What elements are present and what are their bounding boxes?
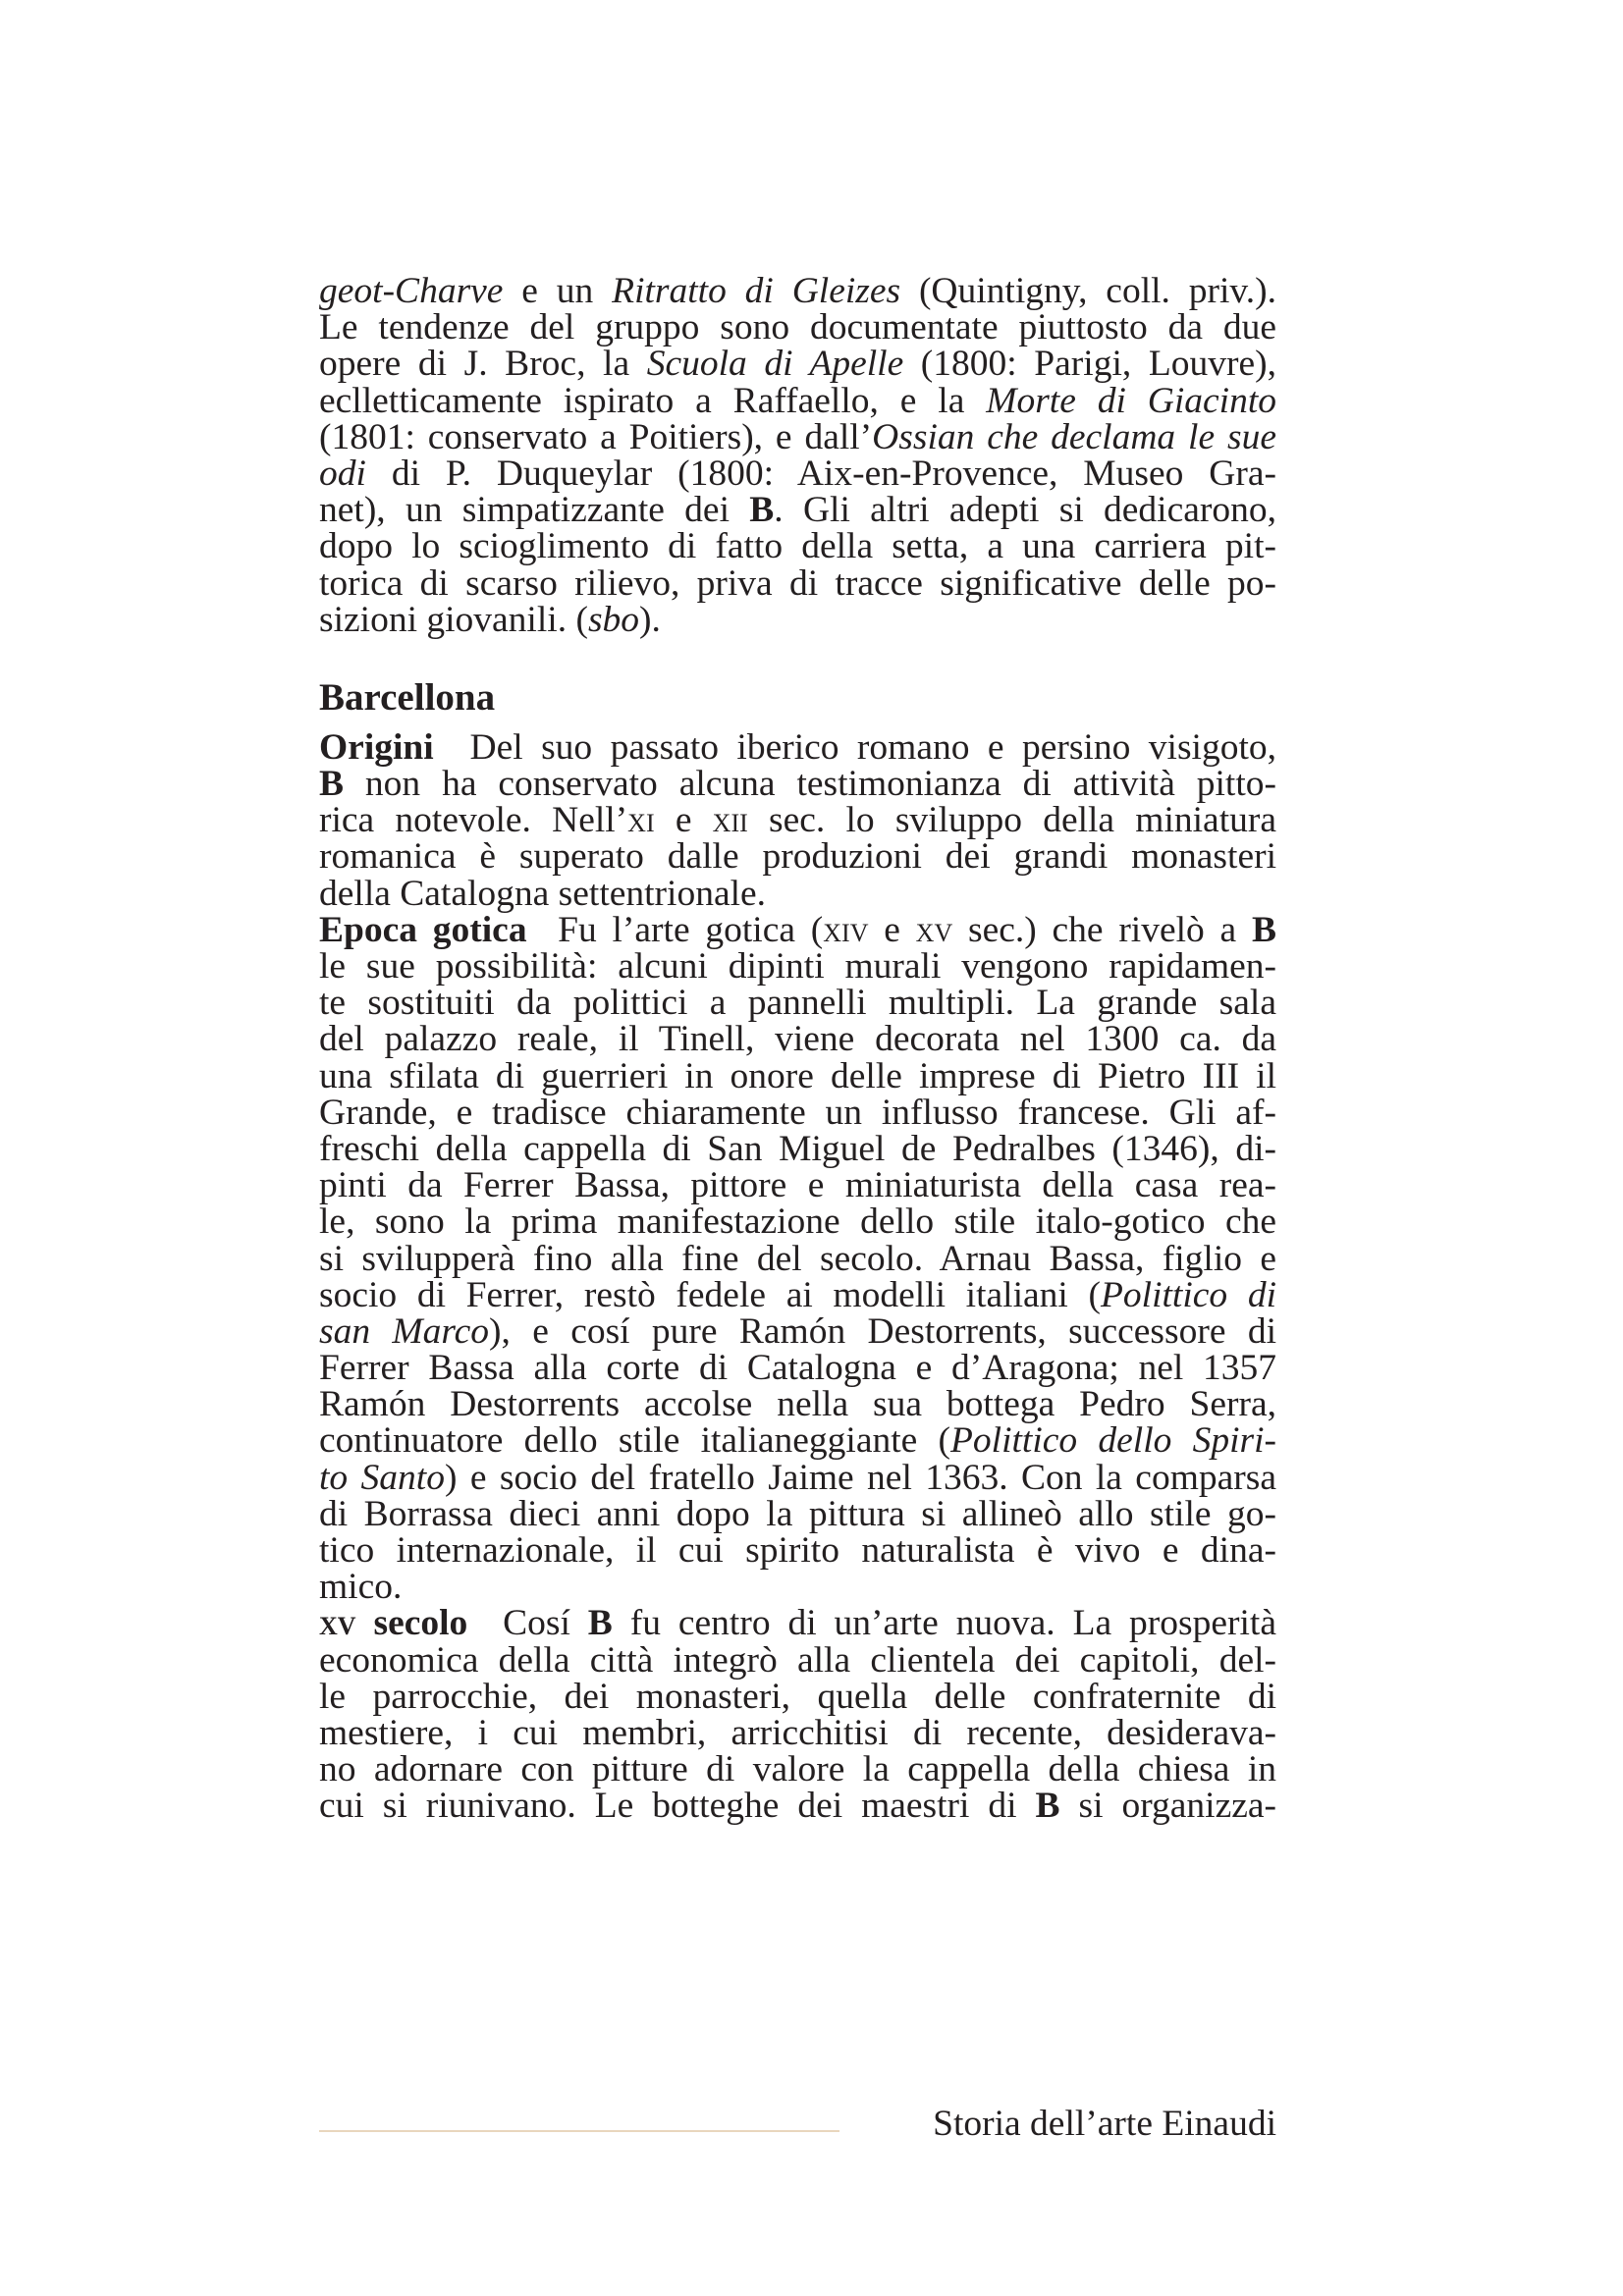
subsection-label: Epoca gotica — [319, 909, 527, 950]
text-line: mestiere, i cui membri, arricchitisi di recente, desiderava- — [319, 1712, 1276, 1753]
text-line: freschi della cappella di San Miguel de Pedralbes (1346), di- — [319, 1128, 1276, 1169]
text-line: della Catalogna settentrionale. — [319, 873, 767, 914]
text-line: continuatore dello stile italianeggiante (Polittico dello Spiri- — [319, 1420, 1277, 1462]
text-line: si svilupperà fino alla fine del secolo. Arnau Bassa, figlio e — [319, 1238, 1276, 1279]
text-line: torica di scarso rilievo, priva di tracce significative delle po- — [319, 562, 1276, 604]
text-line: to Santo) e socio del fratello Jaime nel 1363. Con la comparsa — [319, 1457, 1276, 1498]
text-line: Le tendenze del gruppo sono documentate piuttosto da due — [319, 307, 1276, 348]
xv-secolo-paragraph — [319, 1603, 1276, 1827]
text-line: una sfilata di guerrieri in onore delle imprese di Pietro III il — [319, 1055, 1276, 1096]
text-line: xv secolo Cosí B fu centro di un’arte nuova. La prosperità — [319, 1603, 1276, 1644]
text-line: romanica è superato dalle produzioni dei grandi monasteri — [319, 836, 1276, 878]
text-line: (1801: conservato a Poitiers), e dall’Ossian che declama le sue — [319, 416, 1276, 457]
page-body — [319, 273, 1276, 1825]
text-line: san Marco), e cosí pure Ramón Destorrents, successore di — [319, 1310, 1276, 1352]
text-line: le parrocchie, dei monasteri, quella delle confraternite di — [319, 1676, 1276, 1717]
text-line: le sue possibilità: alcuni dipinti murali vengono rapidamen- — [319, 946, 1276, 987]
text-line: cui si riunivano. Le botteghe dei maestri di B si organizza- — [319, 1786, 1276, 1827]
text-line: odi di P. Duqueylar (1800: Aix-en-Provence, Museo Gra- — [319, 453, 1276, 494]
text-line: Ferrer Bassa alla corte di Catalogna e d’Aragona; nel 1357 — [319, 1348, 1276, 1389]
text-line: sizioni giovanili. (sbo). — [319, 599, 661, 640]
text-line: opere di J. Broc, la Scuola di Apelle (1800: Parigi, Louvre), — [319, 344, 1276, 385]
subsection-label: xv secolo — [319, 1603, 468, 1644]
text-line: dopo lo scioglimento di fatto della setta, a una carriera pit- — [319, 526, 1276, 567]
intro-paragraph — [319, 273, 1276, 638]
text-line: le, sono la prima manifestazione dello stile italo-gotico che — [319, 1201, 1276, 1243]
text-line: pinti da Ferrer Bassa, pittore e miniaturista della casa rea- — [319, 1165, 1276, 1206]
text-line: rica notevole. Nell’xi e xii sec. lo sviluppo della miniatura — [319, 800, 1276, 841]
origini-paragraph — [319, 726, 1276, 914]
text-line: B non ha conservato alcuna testimonianza di attività pitto- — [319, 764, 1276, 805]
text-line: Epoca gotica Fu l’arte gotica (xiv e xv sec.) che rivelò a B — [319, 909, 1276, 950]
text-line: socio di Ferrer, restò fedele ai modelli italiani (Polittico di — [319, 1274, 1276, 1315]
text-line: del palazzo reale, il Tinell, viene decorata nel 1300 ca. da — [319, 1019, 1276, 1060]
section-heading: Barcellona — [319, 675, 496, 719]
text-line: geot-Charve e un Ritratto di Gleizes (Quintigny, coll. priv.). — [319, 271, 1276, 311]
text-line: Origini Del suo passato iberico romano e persino visigoto, — [319, 726, 1276, 768]
text-line: di Borrassa dieci anni dopo la pittura si allineò allo stile go- — [319, 1493, 1276, 1534]
subsection-label: Origini — [319, 726, 434, 768]
text-line: mico. — [319, 1567, 403, 1608]
text-line: Grande, e tradisce chiaramente un influsso francese. Gli af- — [319, 1092, 1276, 1133]
text-line: economica della città integrò alla clientela dei capitoli, del- — [319, 1639, 1276, 1681]
footer-publisher: Storia dell’arte Einaudi — [933, 2104, 1276, 2144]
text-line: te sostituiti da polittici a pannelli multipli. La grande sala — [319, 983, 1276, 1024]
page-footer — [319, 2101, 1276, 2150]
text-line: net), un simpatizzante dei B. Gli altri adepti si dedicarono, — [319, 490, 1276, 531]
text-line: Ramón Destorrents accolse nella sua bottega Pedro Serra, — [319, 1384, 1276, 1425]
text-line: tico internazionale, il cui spirito naturalista è vivo e dina- — [319, 1530, 1276, 1571]
text-line: no adornare con pitture di valore la cappella della chiesa in — [319, 1749, 1276, 1790]
text-line: eclletticamente ispirato a Raffaello, e la Morte di Giacinto — [319, 380, 1277, 421]
gotica-paragraph — [319, 909, 1277, 1608]
footer-rule — [319, 2130, 839, 2132]
